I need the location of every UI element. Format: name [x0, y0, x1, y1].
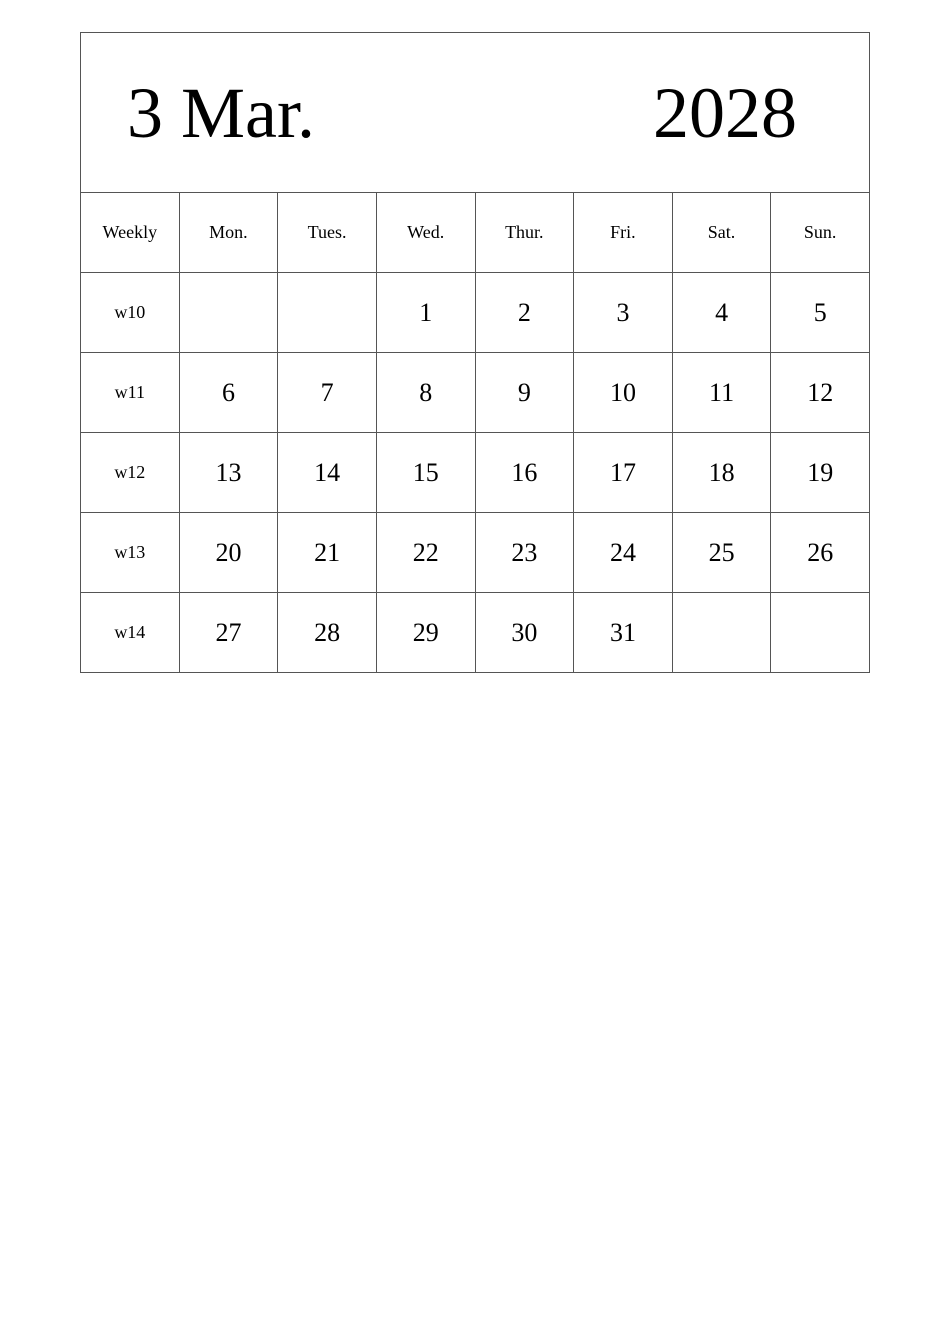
day-cell: 10 — [574, 353, 673, 433]
day-cell: 30 — [475, 593, 574, 673]
week-row-w14 — [81, 593, 870, 673]
weekday-tue: Tues. — [278, 193, 377, 273]
weekday-fri: Fri. — [574, 193, 673, 273]
day-cell: 25 — [672, 513, 771, 593]
week-row-w11 — [81, 353, 870, 433]
calendar-table — [80, 32, 870, 673]
day-cell — [278, 273, 377, 353]
day-cell: 20 — [179, 513, 278, 593]
calendar-header-row — [81, 33, 870, 193]
day-cell: 2 — [475, 273, 574, 353]
day-cell: 6 — [179, 353, 278, 433]
weekday-weekly: Weekly — [81, 193, 180, 273]
week-number: w12 — [81, 433, 180, 513]
day-cell: 29 — [376, 593, 475, 673]
day-cell: 13 — [179, 433, 278, 513]
day-cell: 11 — [672, 353, 771, 433]
day-cell: 21 — [278, 513, 377, 593]
weekday-sat: Sat. — [672, 193, 771, 273]
week-number: w14 — [81, 593, 180, 673]
day-cell — [179, 273, 278, 353]
week-number: w11 — [81, 353, 180, 433]
week-number: w13 — [81, 513, 180, 593]
day-cell: 9 — [475, 353, 574, 433]
week-row-w13 — [81, 513, 870, 593]
weekday-thu: Thur. — [475, 193, 574, 273]
week-row-w12 — [81, 433, 870, 513]
day-cell: 4 — [672, 273, 771, 353]
day-cell: 5 — [771, 273, 870, 353]
calendar-header — [81, 33, 870, 193]
day-cell: 14 — [278, 433, 377, 513]
day-cell: 7 — [278, 353, 377, 433]
day-cell: 12 — [771, 353, 870, 433]
weekday-sun: Sun. — [771, 193, 870, 273]
day-cell: 3 — [574, 273, 673, 353]
day-cell: 19 — [771, 433, 870, 513]
weekday-mon: Mon. — [179, 193, 278, 273]
year-title: 2028 — [653, 73, 797, 153]
day-cell: 15 — [376, 433, 475, 513]
day-cell: 26 — [771, 513, 870, 593]
day-cell: 23 — [475, 513, 574, 593]
day-cell: 24 — [574, 513, 673, 593]
day-cell: 22 — [376, 513, 475, 593]
day-cell — [672, 593, 771, 673]
day-cell: 16 — [475, 433, 574, 513]
day-cell — [771, 593, 870, 673]
day-cell: 31 — [574, 593, 673, 673]
month-title: 3 Mar. — [127, 73, 315, 153]
day-cell: 27 — [179, 593, 278, 673]
week-row-w10 — [81, 273, 870, 353]
week-number: w10 — [81, 273, 180, 353]
day-cell: 28 — [278, 593, 377, 673]
day-cell: 17 — [574, 433, 673, 513]
day-cell: 8 — [376, 353, 475, 433]
weekday-wed: Wed. — [376, 193, 475, 273]
day-cell: 1 — [376, 273, 475, 353]
weekday-header-row — [81, 193, 870, 273]
day-cell: 18 — [672, 433, 771, 513]
